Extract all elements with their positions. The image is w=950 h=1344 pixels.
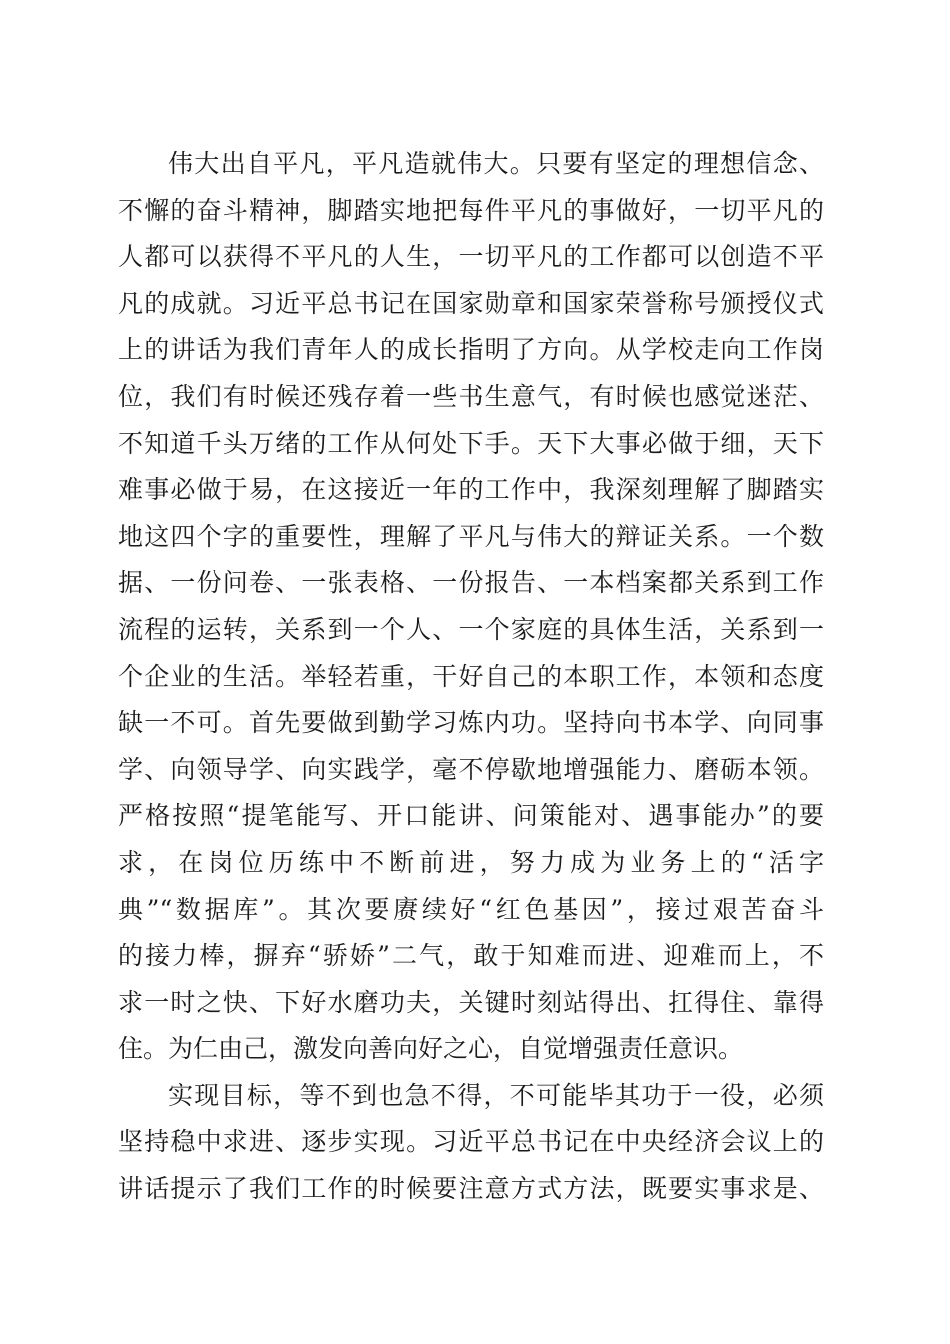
text-line: 凡的成就。习近平总书记在国家勋章和国家荣誉称号颁授仪式 <box>118 288 824 318</box>
text-line: 学、向领导学、向实践学，毫不停歇地增强能力、磨砺本领。 <box>118 754 824 784</box>
text-line: 伟大出自平凡，平凡造就伟大。只要有坚定的理想信念、 <box>168 149 824 178</box>
text-line: 不懈的奋斗精神，脚踏实地把每件平凡的事做好，一切平凡的 <box>118 195 824 225</box>
text-line: 上的讲话为我们青年人的成长指明了方向。从学校走向工作岗 <box>118 335 824 365</box>
text-line: 缺一不可。首先要做到勤学习炼内功。坚持向书本学、向同事 <box>118 708 824 738</box>
text-line: 不知道千头万绪的工作从何处下手。天下大事必做于细，天下 <box>118 428 824 458</box>
text-line: 实现目标，等不到也急不得，不可能毕其功于一役，必须 <box>168 1080 824 1110</box>
paragraph-1 <box>118 141 824 1073</box>
text-line: 严格按照“提笔能写、开口能讲、问策能对、遇事能办”的要 <box>118 801 824 831</box>
text-line: 难事必做于易，在这接近一年的工作中，我深刻理解了脚踏实 <box>118 475 824 505</box>
paragraph-2 <box>118 1073 824 1213</box>
document-body <box>118 141 824 1213</box>
text-line: 个企业的生活。举轻若重，干好自己的本职工作，本领和态度 <box>118 661 824 691</box>
text-line: 求一时之快、下好水磨功夫，关键时刻站得出、扛得住、靠得 <box>118 987 824 1017</box>
text-line: 典”“数据库”。其次要赓续好“红色基因”，接过艰苦奋斗 <box>118 894 824 924</box>
text-line: 流程的运转，关系到一个人、一个家庭的具体生活，关系到一 <box>118 614 824 644</box>
text-line: 讲话提示了我们工作的时候要注意方式方法，既要实事求是、 <box>118 1174 824 1204</box>
text-line: 据、一份问卷、一张表格、一份报告、一本档案都关系到工作 <box>118 568 824 598</box>
text-line: 人都可以获得不平凡的人生，一切平凡的工作都可以创造不平 <box>118 242 824 272</box>
text-line: 位，我们有时候还残存着一些书生意气，有时候也感觉迷茫、 <box>118 381 824 411</box>
text-line: 求，在岗位历练中不断前进，努力成为业务上的“活字 <box>118 847 824 877</box>
text-line: 地这四个字的重要性，理解了平凡与伟大的辩证关系。一个数 <box>118 521 824 551</box>
text-line: 住。为仁由己，激发向善向好之心，自觉增强责任意识。 <box>118 1034 744 1064</box>
text-line: 坚持稳中求进、逐步实现。习近平总书记在中央经济会议上的 <box>118 1127 824 1157</box>
text-line: 的接力棒，摒弃“骄娇”二气，敢于知难而进、迎难而上，不 <box>118 941 824 971</box>
